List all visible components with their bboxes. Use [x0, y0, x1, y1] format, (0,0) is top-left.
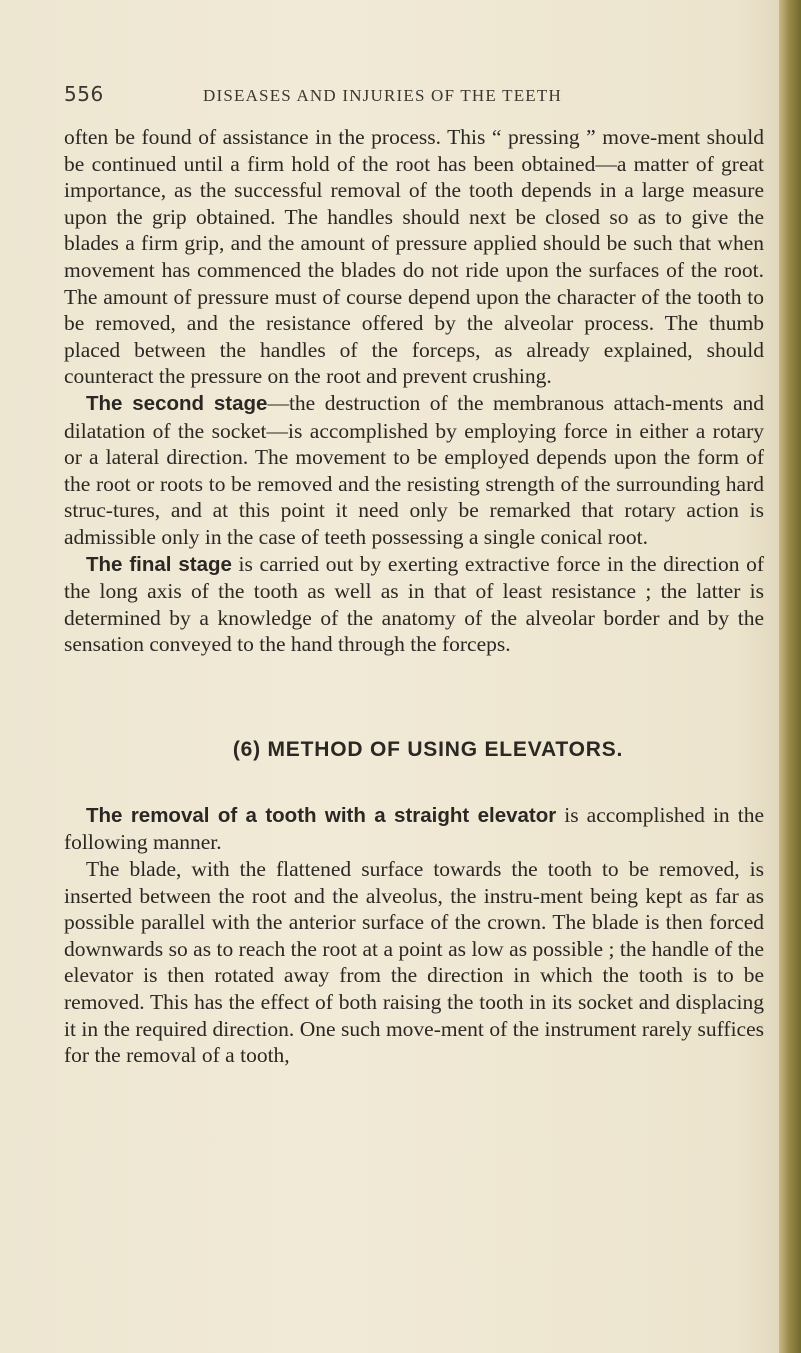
paragraph-pressure: often be found of assistance in the process. This “ pressing ” move-ment should be continued until a firm hold of the root has been obtained—a matter of great importance, as the successful removal of the tooth depends in a large measure upon the grip obtained. The handles should next be closed so as to give the blades a firm grip, and the amount of pressure applied should be such that when movement has commenced the blades do not ride upon the surfaces of the root. The amount of pressure must of course depend upon the character of the tooth to be removed, and the resistance offered by the alveolar process. The thumb placed between the handles of the forceps, as already explained, should counteract the pressure on the root and prevent crushing.	[64, 125, 764, 389]
final-stage-lead: The final stage	[86, 552, 232, 576]
paragraph-second-stage	[64, 390, 764, 551]
second-stage-lead: The second stage	[86, 391, 268, 415]
final-stage-text: is carried out by exerting extractive force in the direction of the long axis of the tooth as well as in that of least resistance ; the latter is determined by a knowledge of the anatomy of the alveolar border and by the sensation conveyed to the hand through the forceps.	[64, 551, 764, 657]
section-heading-elevators: (6) METHOD OF USING ELEVATORS.	[232, 737, 624, 761]
page-body	[64, 124, 764, 1069]
paragraph-final-stage	[64, 551, 764, 658]
running-head: DISEASES AND INJURIES OF THE TEETH	[203, 86, 562, 105]
page-binding-edge	[779, 0, 801, 1353]
elevator-intro-text: is accomplished in the following manner.	[64, 802, 764, 855]
elevator-intro-lead: The removal of a tooth with a straight elevator	[86, 803, 557, 827]
page-header	[64, 82, 764, 112]
paragraph-blade: The blade, with the flattened surface towards the tooth to be removed, is inserted between the root and the alveolus, the instru-ment being kept as far as possible parallel with the anterior surface of the crown. The blade is then forced downwards so as to reach the root at a point as low as possible ; the handle of the elevator is then rotated away from the direction in which the tooth is to be removed. This has the effect of both raising the tooth in its socket and displacing it in the required direction. One such move-ment of the instrument rarely suffices for the removal of a tooth,	[64, 857, 764, 1068]
paragraph-elevator-intro	[64, 802, 764, 856]
second-stage-text: —the destruction of the membranous attach-ments and dilatation of the socket—is accomplished by employing force in either a rotary or a lateral direction. The movement to be employed depends upon the form of the root or roots to be removed and the resisting strength of the surrounding hard struc-tures, and at this point it need only be remarked that rotary action is admissible only in the case of teeth possessing a single conical root.	[64, 390, 764, 549]
page-number: 556	[64, 82, 104, 106]
